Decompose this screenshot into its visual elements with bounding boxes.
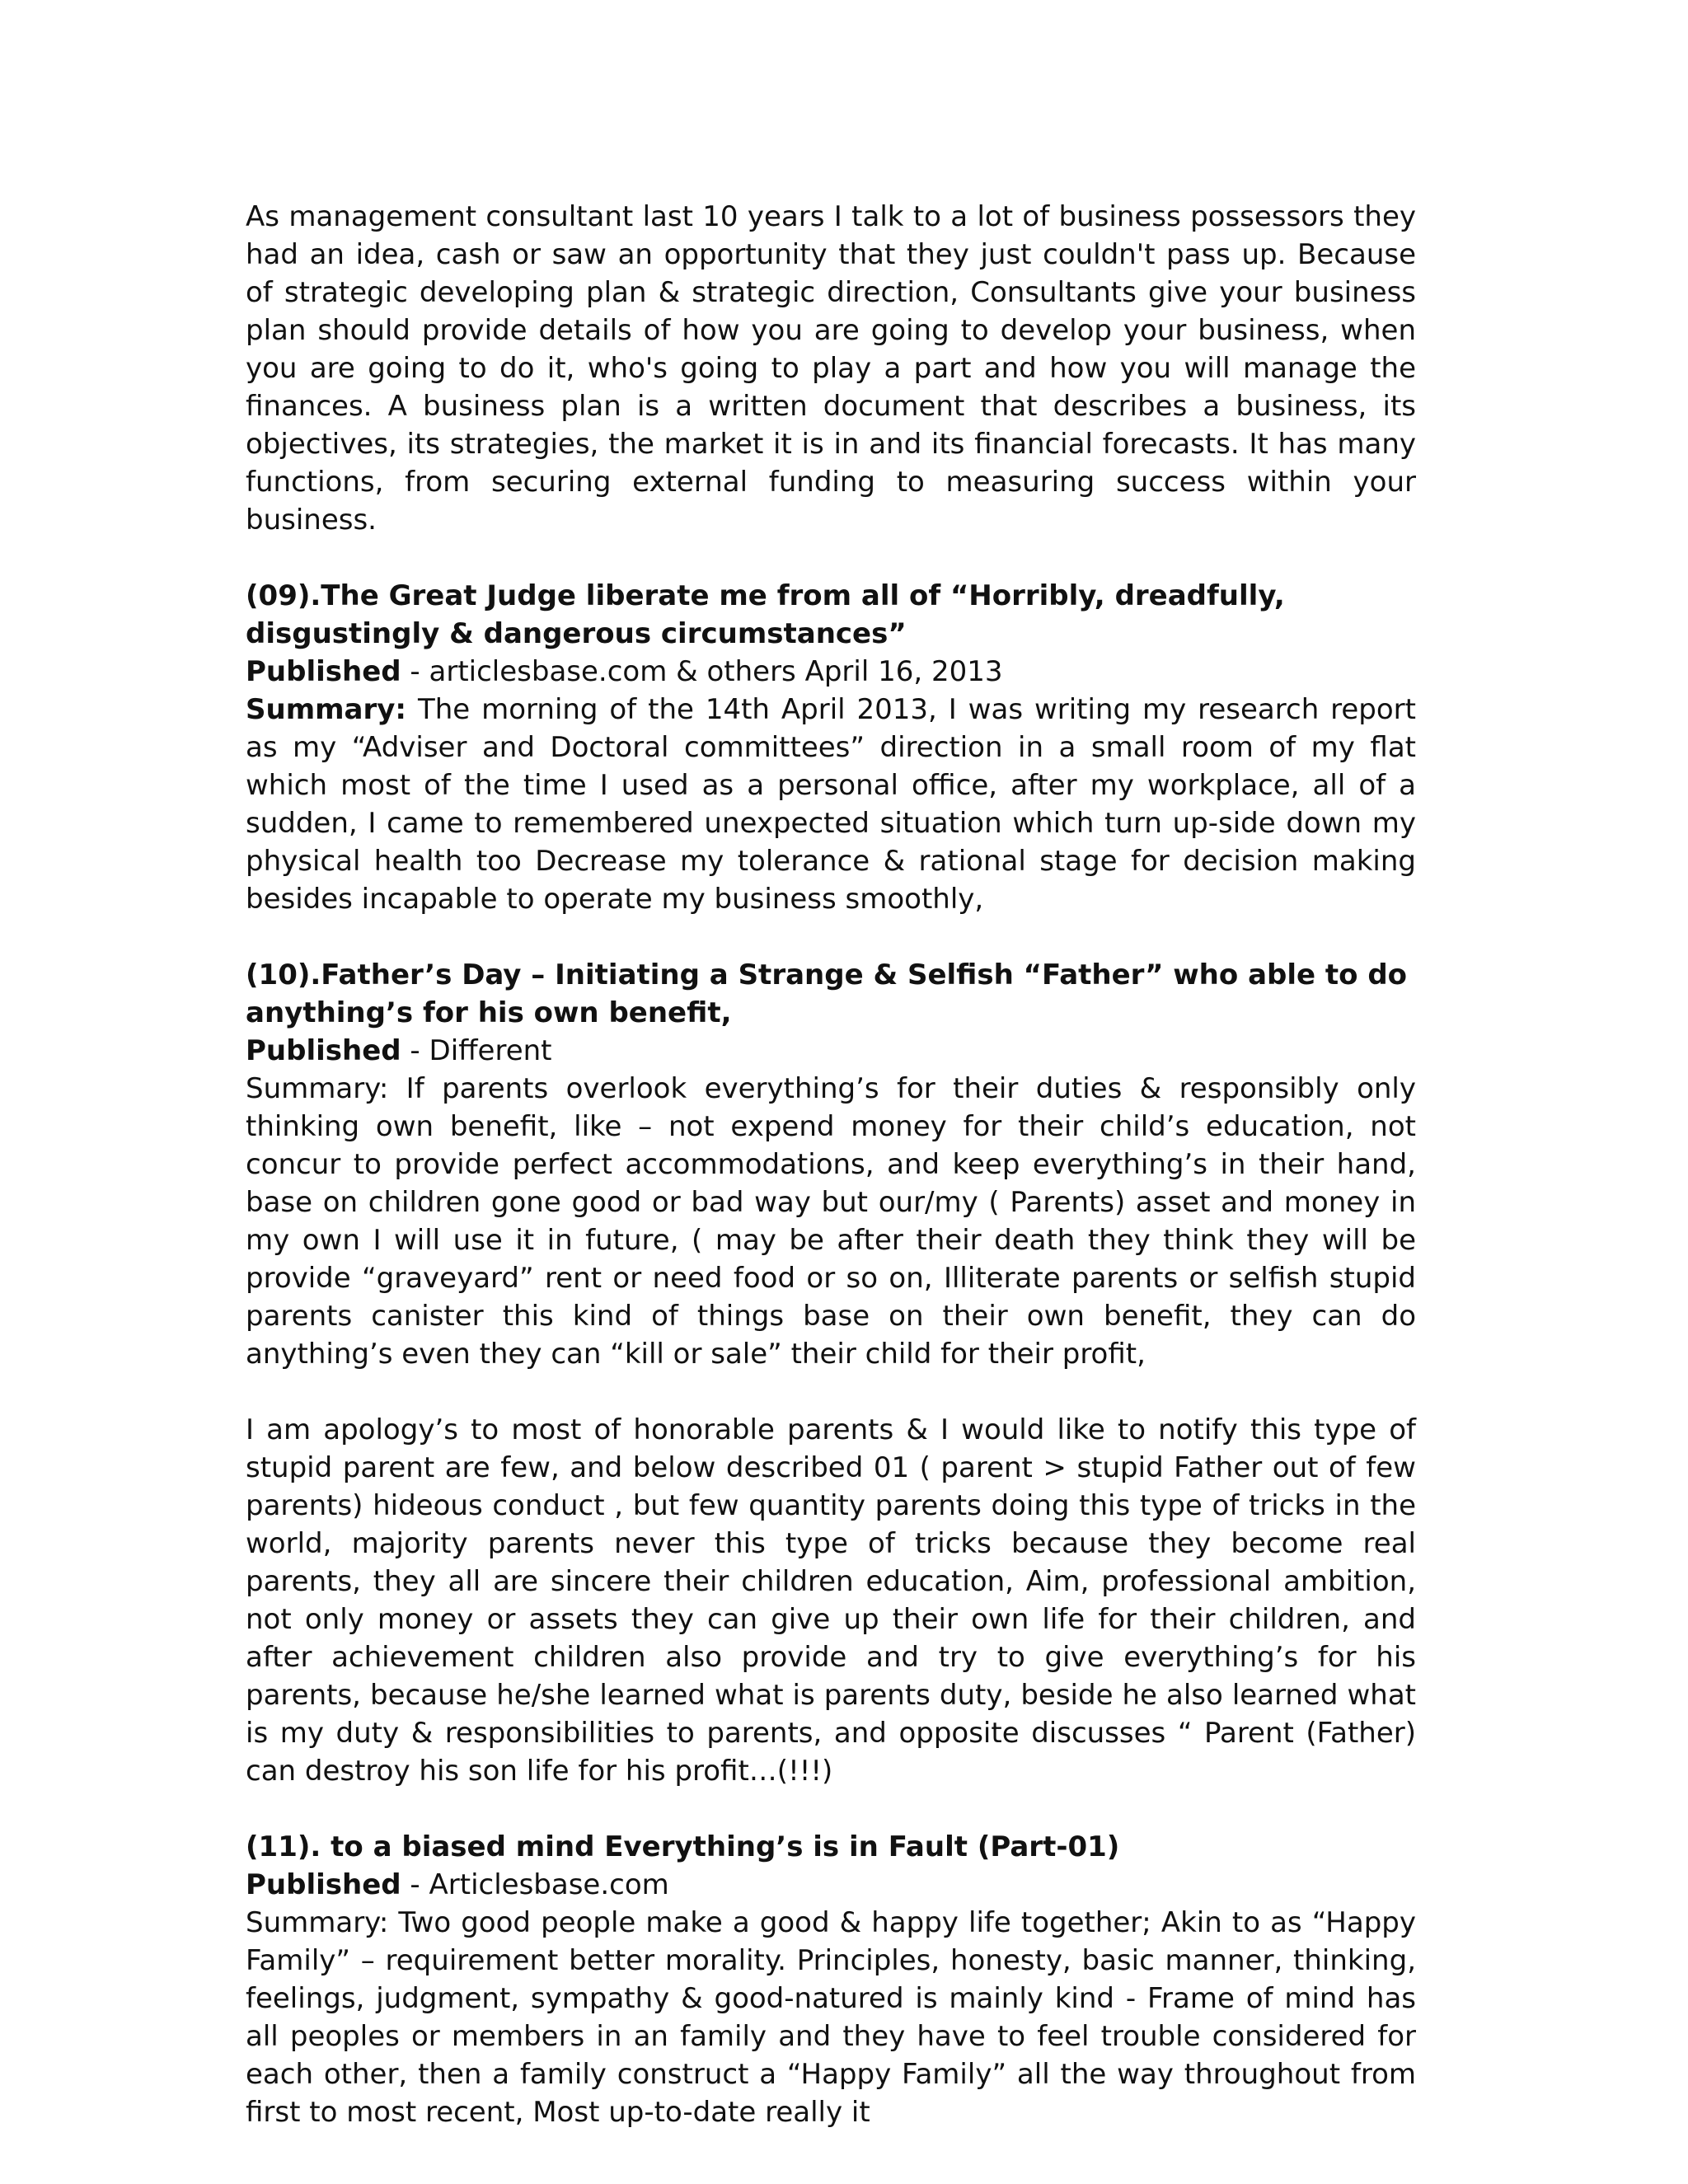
published-line [246, 1866, 1416, 1904]
published-value: - articlesbase.com & others April 16, 2013 [401, 655, 1003, 688]
article-10 [246, 956, 1416, 1790]
spacer [246, 539, 1416, 577]
article-heading: (10).Father’s Day – Initiating a Strange & Selfish “Father” who able to do anything’s for his own benefit, [246, 958, 1408, 1029]
published-label: Published [246, 655, 401, 688]
published-label: Published [246, 1034, 401, 1067]
summary-label: Summary: [246, 693, 407, 726]
article-heading: (11). to a biased mind Everything’s is in Fault (Part-01) [246, 1830, 1120, 1863]
extra-paragraph: I am apology’s to most of honorable parents & I would like to notify this type of stupid parent are few, and below described 01 ( parent > stupid Father out of few parents) hideous conduct , but few quantity parents doing this type of tricks in the world, majority parents never this type of tricks because they become real parents, they all are sincere their children education, Aim, professional ambition, not only money or assets they can give up their own life for their children, and after achievement children also provide and try to give everything’s for his parents, because he/she learned what is parents duty, beside he also learned what is my duty & responsibilities to parents, and opposite discusses “ Parent (Father) can destroy his son life for his profit…(!!!) [246, 1413, 1416, 1788]
published-line [246, 653, 1416, 691]
spacer [246, 918, 1416, 956]
article-11 [246, 1828, 1416, 2131]
summary-paragraph: Summary: Two good people make a good & happy life together; Akin to as “Happy Family” – requirement better morality. Principles, honesty, basic manner, thinking, feelings, judgment, sympathy & good-natured is mainly kind - Frame of mind has all peoples or members in an family and they have to feel trouble considered for each other, then a family construct a “Happy Family” all the way throughout from first to most recent, Most up-to-date really it [246, 1906, 1416, 2129]
article-heading: (09).The Great Judge liberate me from all of “Horribly, dreadfully, disgustingly & dangerous circumstances” [246, 579, 1285, 650]
published-label: Published [246, 1868, 401, 1901]
summary-paragraph: Summary: If parents overlook everything’s for their duties & responsibly only thinking own benefit, like – not expend money for their child’s education, not concur to provide perfect accommodations, and keep everything’s in their hand, base on children gone good or bad way but our/my ( Parents) asset and money in my own I will use it in future, ( may be after their death they think they will be provide “graveyard” rent or need food or so on, Illiterate parents or selfish stupid parents canister this kind of things base on their own benefit, they can do anything’s even they can “kill or sale” their child for their profit, [246, 1072, 1416, 1371]
spacer [246, 1790, 1416, 1828]
published-line [246, 1032, 1416, 1070]
article-09 [246, 577, 1416, 918]
intro-paragraph: As management consultant last 10 years I talk to a lot of business possessors they had an idea, cash or saw an opportunity that they just couldn't pass up. Because of strategic developing plan & strategic direction, Consultants give your business plan should provide details of how you are going to develop your business, when you are going to do it, who's going to play a part and how you will manage the finances. A business plan is a written document that describes a business, its objectives, its strategies, the market it is in and its financial forecasts. It has many functions, from securing external funding to measuring success within your business. [246, 200, 1416, 537]
summary-text: The morning of the 14th April 2013, I was writing my research report as my “Adviser and Doctoral committees” direction in a small room of my flat which most of the time I used as a personal office, after my workplace, all of a sudden, I came to remembered unexpected situation which turn up-side down my physical health too Decrease my tolerance & rational stage for decision making besides incapable to operate my business smoothly, [246, 693, 1416, 916]
document-page [246, 198, 1416, 2131]
spacer [246, 1373, 1416, 1411]
summary-paragraph [246, 691, 1416, 918]
published-value: - Articlesbase.com [401, 1868, 669, 1901]
published-value: - Different [401, 1034, 552, 1067]
